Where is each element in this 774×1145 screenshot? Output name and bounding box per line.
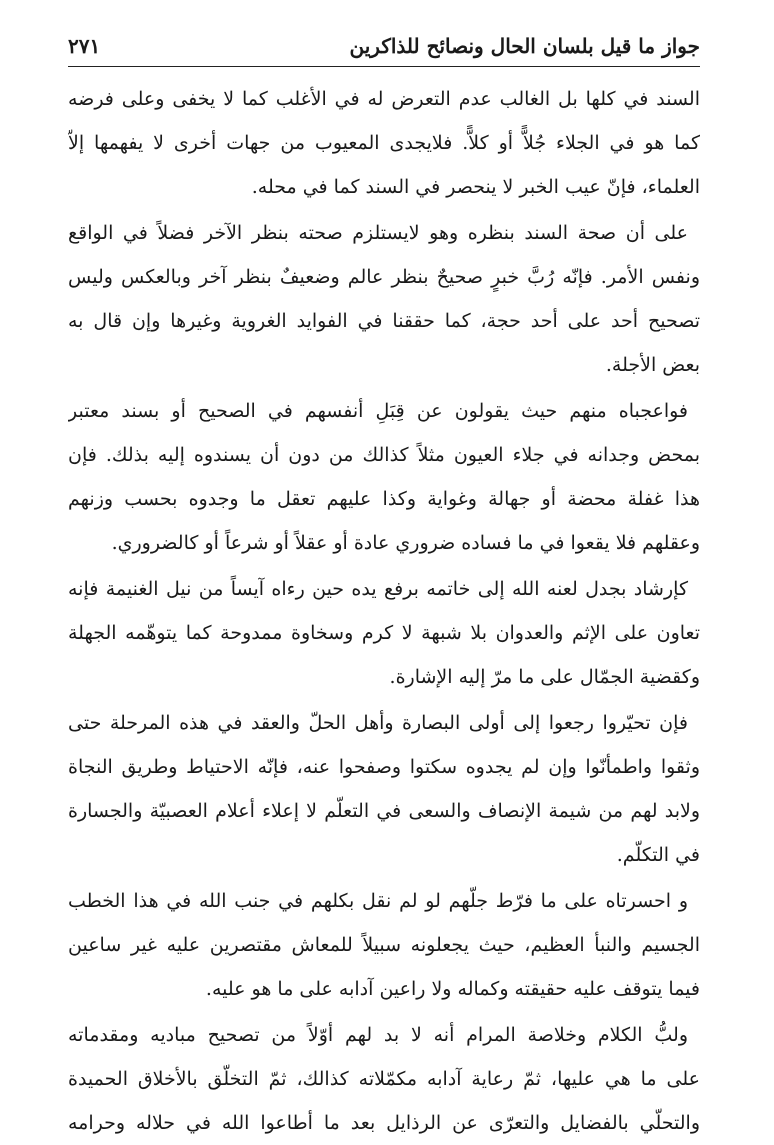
- text-line: تصحيح أحد على أحد حجة، كما حققنا في الفوايد الغروية وغيرها وإن قال به: [68, 310, 700, 332]
- paragraph: [68, 389, 700, 565]
- text-line: و احسرتاه على ما فرّط جلّهم لو لم نقل بكلهم في جنب الله في هذا الخطب: [68, 890, 688, 912]
- text-line: وعقلهم فلا يقعوا في ما فساده ضروري عادة أو عقلاً أو شرعاً أو كالضروري.: [111, 532, 700, 554]
- paragraph: [68, 567, 700, 699]
- text-line: كإرشاد بجدل لعنه الله إلى خاتمه برفع يده حين رءاه آيساً من نيل الغنيمة فإنه: [68, 578, 688, 600]
- running-title: جواز ما قيل بلسان الحال ونصائح للذاكرين: [349, 34, 700, 58]
- running-header: [68, 26, 700, 67]
- book-page: [68, 26, 700, 1134]
- body-text: [68, 77, 700, 1145]
- text-line: تعاون على الإثم والعدوان بلا شبهة لا كرم وسخاوة ممدوحة كما يتوهّمه الجهلة: [68, 622, 700, 644]
- text-line: في التكلّم.: [616, 844, 700, 866]
- text-line: كما هو في الجلاء جُلاًّ أو كلاًّ. فلايجدى المعيوب من جهات أخرى لا يفهمها إلاّ: [68, 132, 700, 154]
- paragraph: [68, 211, 700, 387]
- paragraph: [68, 701, 700, 877]
- page-number: ٢٧١: [68, 34, 101, 58]
- paragraph: [68, 77, 700, 209]
- text-line: فإن تحيّروا رجعوا إلى أولى البصارة وأهل الحلّ والعقد في هذه المرحلة حتى: [68, 712, 688, 734]
- text-line: فيما يتوقف عليه حقيقته وكماله ولا راعين آدابه على ما هو عليه.: [205, 978, 700, 1000]
- text-line: على ما هي عليها، ثمّ رعاية آدابه مكمّلاته كذالك، ثمّ التخلّق بالأخلاق الحميدة: [68, 1068, 700, 1090]
- paragraph: [68, 1013, 700, 1145]
- text-line: العلماء، فإنّ عيب الخبر لا ينحصر في السند كما في محله.: [251, 176, 700, 198]
- text-line: ولبُّ الكلام وخلاصة المرام أنه لا بد لهم أوّلاً من تصحيح مباديه ومقدماته: [68, 1024, 688, 1046]
- text-line: وثقوا واطمأنّوا وإن لم يجدوه سكتوا وصفحوا عنه، فإنّه الاحتياط وطريق النجاة: [68, 756, 700, 778]
- paragraph: [68, 879, 700, 1011]
- text-line: الجسيم والنبأ العظيم، حيث يجعلونه سبيلاً للمعاش مقتصرين عليه غير ساعين: [68, 934, 700, 956]
- text-line: بمحض وجدانه في جلاء العيون مثلاً كذالك من دون أن يسندوه إليه بذلك. فإن: [68, 444, 700, 466]
- text-line: وكقضية الجمّال على ما مرّ إليه الإشارة.: [389, 666, 700, 688]
- text-line: ولابد لهم من شيمة الإنصاف والسعى في التعلّم لا إعلاء أعلام العصبيّة والجسارة: [68, 800, 700, 822]
- text-line: هذا غفلة محضة أو جهالة وغواية وكذا عليهم تعقل ما وجدوه بحسب وزنهم: [68, 488, 700, 510]
- text-line: السند في كلها بل الغالب عدم التعرض له في الأغلب كما لا يخفى وعلى فرضه: [68, 88, 700, 110]
- text-line: والتحلّي بالفضايل والتعرّى عن الرذايل بعد ما أطاعوا الله في حلاله وحرامه: [68, 1112, 700, 1134]
- text-line: بعض الأجلة.: [605, 354, 700, 376]
- text-line: ونفس الأمر. فإنّه رُبَّ خبرٍ صحيحٌ بنظر عالم وضعيفٌ بنظر آخر وبالعكس وليس: [68, 266, 700, 288]
- text-line: فواعجباه منهم حيث يقولون عن قِبَلِ أنفسهم في الصحيح أو بسند معتبر: [68, 400, 688, 422]
- text-line: على أن صحة السند بنظره وهو لايستلزم صحته بنظر الآخر فضلاً في الواقع: [68, 222, 688, 244]
